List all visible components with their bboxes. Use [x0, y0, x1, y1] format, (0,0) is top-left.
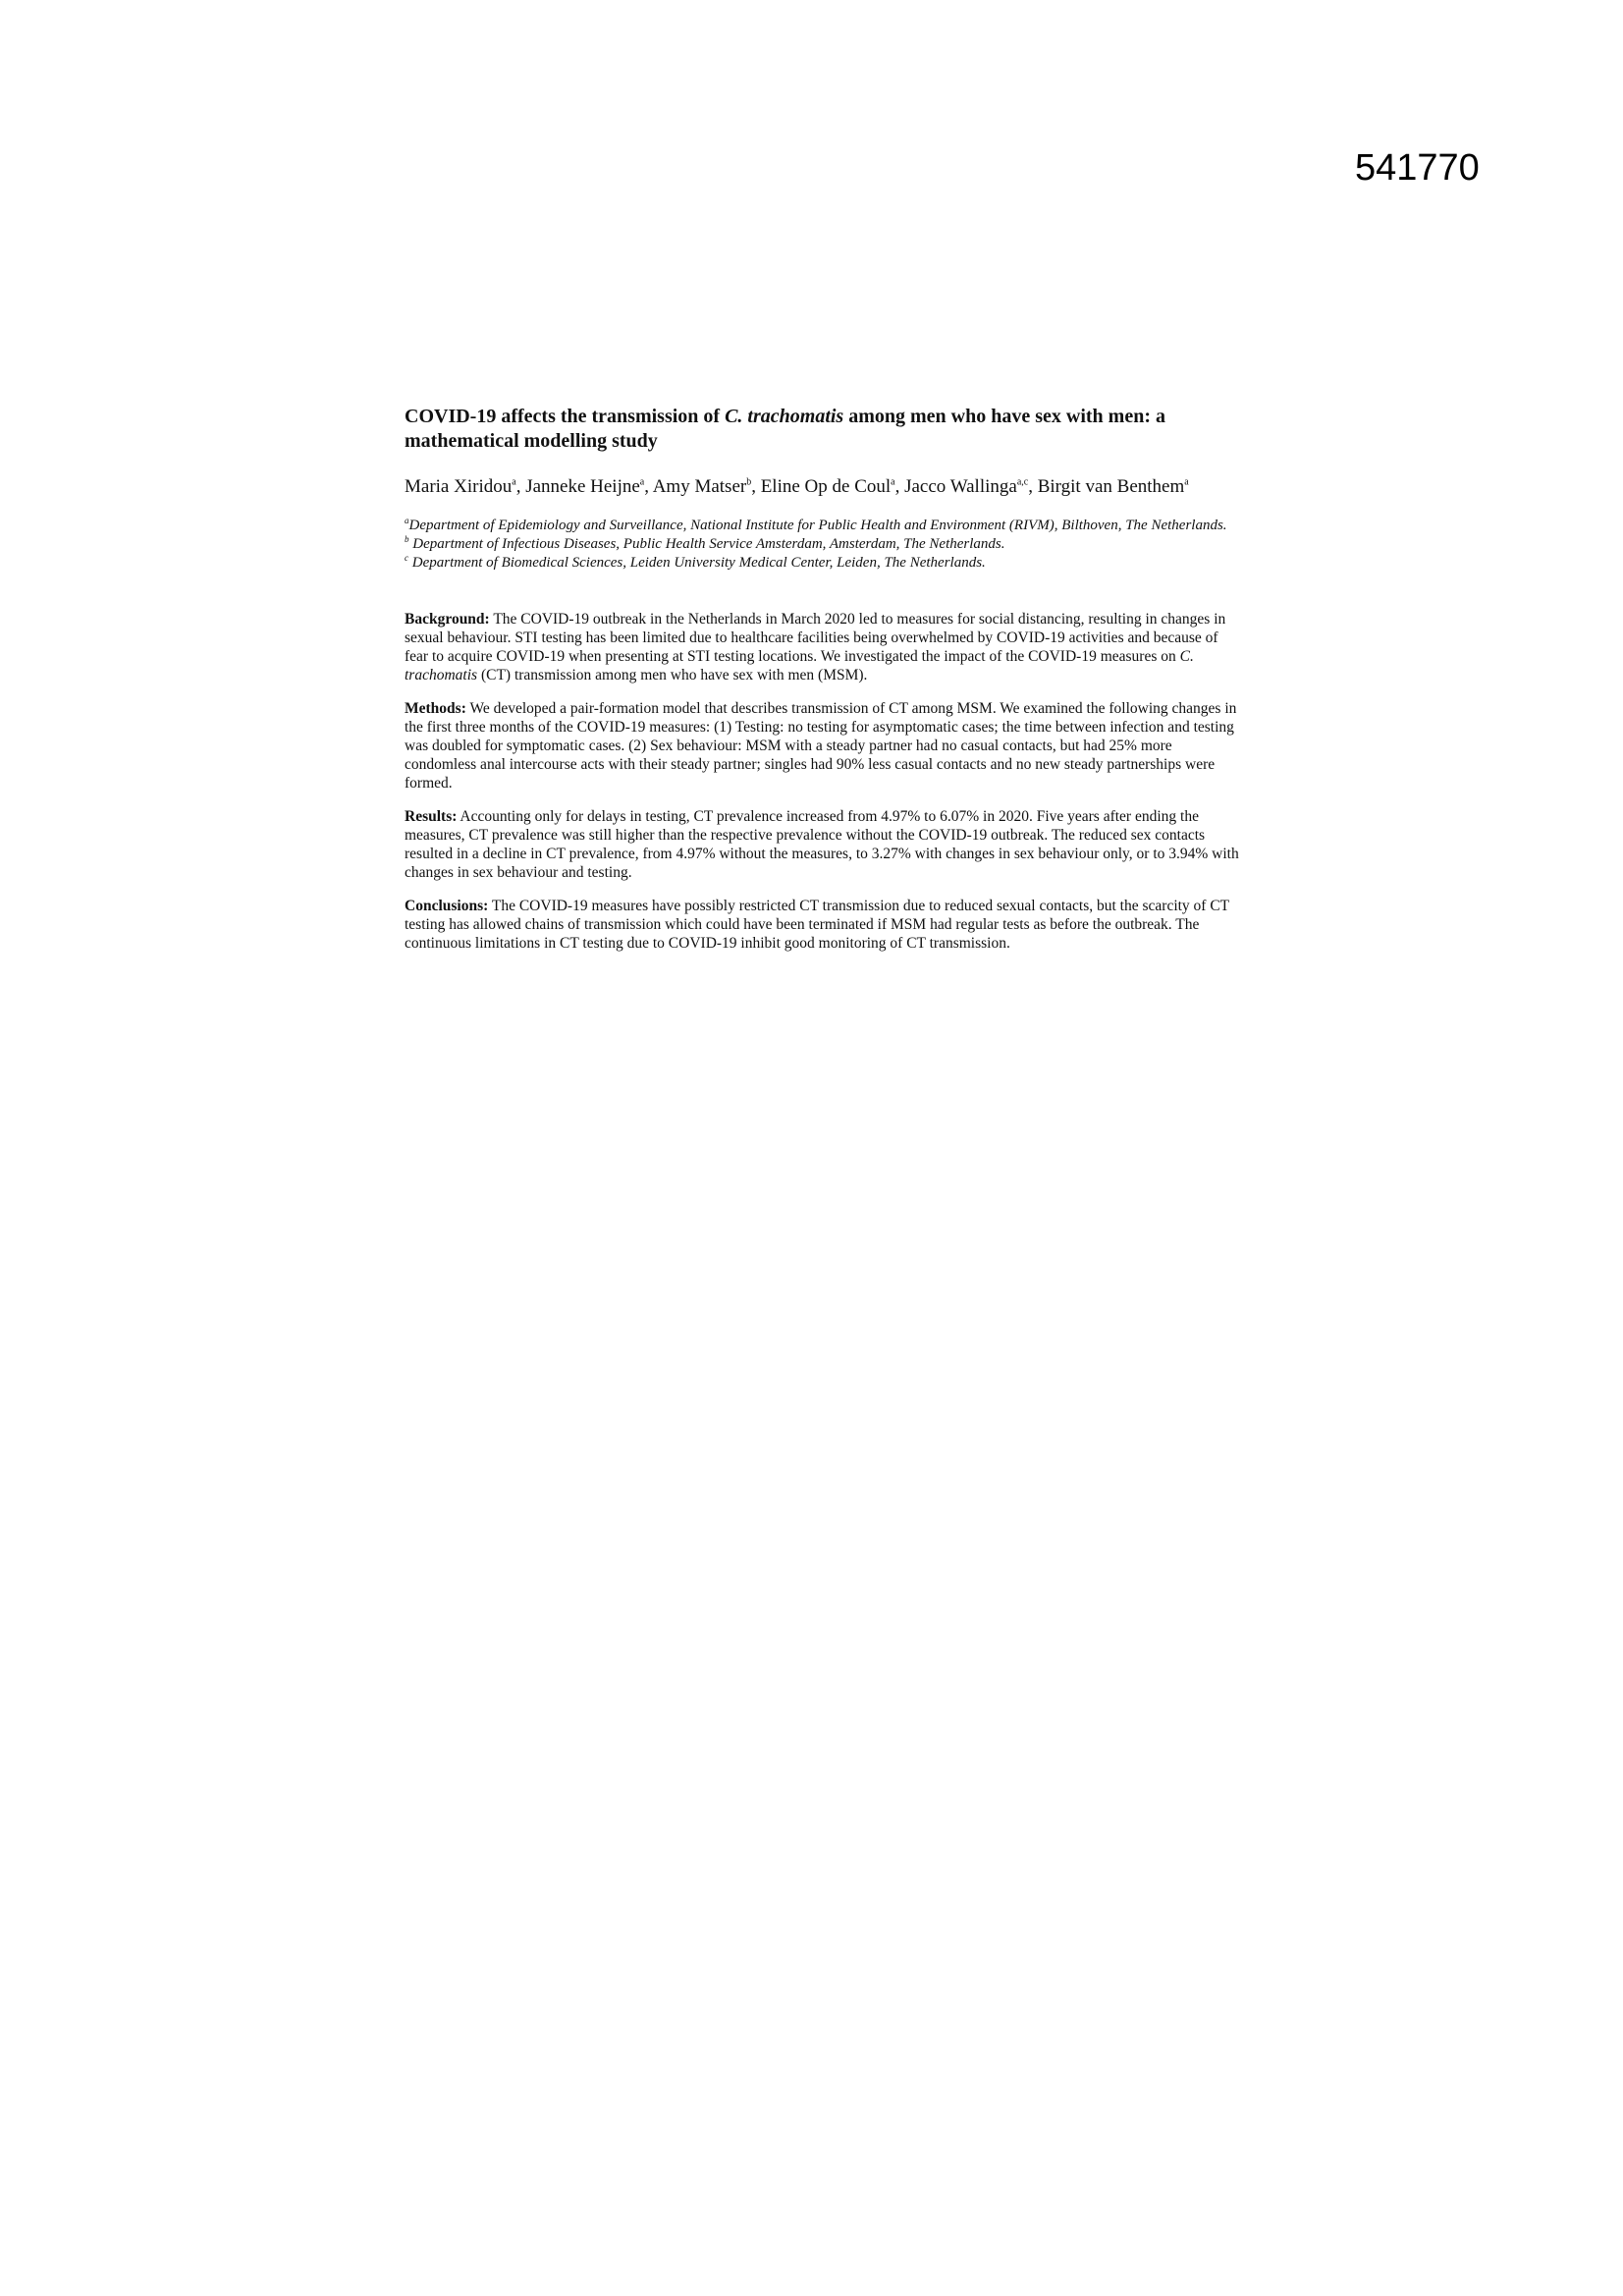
author-name: Janneke Heijne	[525, 476, 640, 497]
section-text: The COVID-19 measures have possibly restricted CT transmission due to reduced sexual contacts, but the scarcity of CT testing has allowed chains of transmission which could have been terminated if MSM had regular tests as before the outbreak. The continuous limitations in CT testing due to COVID-19 inhibit good monitoring of CT transmission.	[405, 898, 1229, 952]
section-label: Results:	[405, 808, 458, 825]
title-species: C. trachomatis	[725, 406, 844, 427]
abstract-conclusions	[405, 897, 1239, 953]
author-affiliation-mark: a	[891, 476, 895, 488]
author-affiliation-mark: a	[512, 476, 516, 488]
document-id: 541770	[1355, 147, 1480, 189]
author-affiliation-mark: b	[746, 476, 752, 488]
affiliation-item	[405, 554, 1239, 573]
section-text: The COVID-19 outbreak in the Netherlands in March 2020 led to measures for social distancing, resulting in changes in sexual behaviour. STI testing has been limited due to healthcare facilities being overwhelmed by COVID-19 activities and because of fear to acquire COVID-19 when presenting at STI testing locations. We investigated the impact of the COVID-19 measures on	[405, 611, 1226, 665]
paper-title	[405, 405, 1239, 454]
affiliation-mark: a	[405, 516, 409, 525]
affiliation-text: Department of Biomedical Sciences, Leiden University Medical Center, Leiden, The Netherlands.	[411, 555, 986, 571]
abstract-background	[405, 610, 1239, 684]
affiliation-list	[405, 517, 1239, 573]
author-list: Maria Xiridou$^a$, Janneke Heijne$^a$, Amy Matser$^b$, Eline Op de Coul$^a$, Jacco Wallinga$^{a,c}$, Birgit van Benthem$^a$	[405, 476, 1189, 497]
affiliation-text: Department of Epidemiology and Surveillance, National Institute for Public Health and Environment (RIVM), Bilthoven, The Netherlands.	[408, 518, 1227, 533]
affiliation-item	[405, 535, 1239, 554]
affiliation-text: Department of Infectious Diseases, Public Health Service Amsterdam, Amsterdam, The Netherlands.	[412, 536, 1005, 552]
abstract-page	[405, 405, 1239, 967]
affiliation-item	[405, 517, 1239, 535]
section-label: Methods:	[405, 700, 466, 717]
author-affiliation-mark: a,c	[1016, 476, 1029, 488]
title-part-1: COVID-19 affects the transmission of	[405, 406, 726, 427]
author-name: Maria Xiridou	[405, 476, 513, 497]
author-name: Eline Op de Coul	[760, 476, 892, 497]
title-part-2: among men who have sex with men: a mathematical modelling study	[405, 406, 1165, 452]
author-name: Jacco Wallinga	[904, 476, 1017, 497]
section-text: We developed a pair-formation model that describes transmission of CT among MSM. We examined the following changes in the first three months of the COVID-19 measures: (1) Testing: no testing for asymptomatic cases; the time between infection and testing was doubled for symptomatic cases. (2) Sex behaviour: MSM with a steady partner had no casual contacts, but had 25% more condomless anal intercourse acts with their steady partner; singles had 90% less casual contacts and no new steady partnerships were formed.	[405, 700, 1237, 792]
author-name: Birgit van Benthem	[1037, 476, 1185, 497]
author-name: Amy Matser	[652, 476, 747, 497]
author-affiliation-mark: a	[1184, 476, 1189, 488]
section-text: (CT) transmission among men who have sex with men (MSM).	[477, 667, 868, 683]
section-label: Background:	[405, 611, 490, 628]
abstract-methods	[405, 699, 1239, 793]
author-affiliation-mark: a	[639, 476, 645, 488]
abstract-results	[405, 807, 1239, 882]
section-label: Conclusions:	[405, 898, 489, 914]
section-text: Accounting only for delays in testing, CT prevalence increased from 4.97% to 6.07% in 2020. Five years after ending the measures, CT prevalence was still higher than the respective prevalence without the COVID-19 outbreak. The reduced sex contacts resulted in a decline in CT prevalence, from 4.97% without the measures, to 3.27% with changes in sex behaviour only, or to 3.94% with changes in sex behaviour and testing.	[405, 808, 1239, 881]
affiliation-mark: b	[405, 534, 409, 544]
affiliation-mark: c	[405, 553, 408, 563]
species-name: C. trachomatis	[405, 648, 1194, 683]
